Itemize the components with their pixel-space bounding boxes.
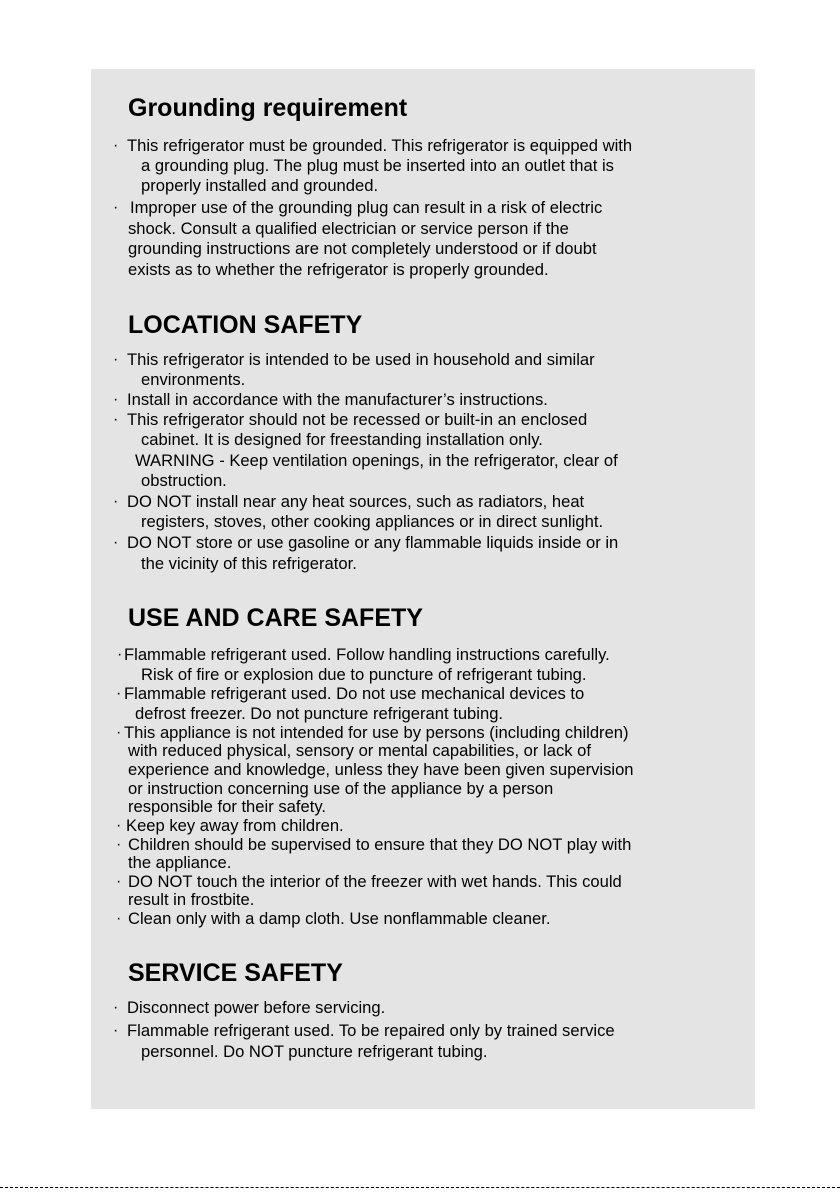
service-line-3: personnel. Do NOT puncture refrigerant tubing.: [141, 1042, 488, 1061]
bullet: ·: [113, 534, 119, 551]
use-care-line-13: DO NOT touch the interior of the freezer with wet hands. This could: [128, 872, 622, 891]
use-care-line-3: Flammable refrigerant used. Do not use mechanical devices to: [124, 684, 585, 703]
use-care-line-10: Keep key away from children.: [126, 816, 344, 835]
location-line-8: DO NOT install near any heat sources, such as radiators, heat: [127, 492, 585, 511]
bullet: ·: [116, 724, 122, 741]
bullet: ·: [113, 1022, 119, 1039]
grounding-line-7: exists as to whether the refrigerator is properly grounded.: [128, 260, 549, 279]
bullet: ·: [117, 646, 123, 663]
bullet: ·: [116, 836, 122, 853]
use-care-line-1: Flammable refrigerant used. Follow handling instructions carefully.: [124, 645, 610, 664]
grounding-line-3: properly installed and grounded.: [141, 176, 379, 195]
location-line-2: environments.: [141, 370, 246, 389]
use-care-line-5: This appliance is not intended for use by persons (including children): [124, 723, 629, 742]
bullet: ·: [116, 873, 122, 890]
bullet: ·: [113, 411, 119, 428]
location-line-5: cabinet. It is designed for freestanding installation only.: [141, 430, 543, 449]
location-line-9: registers, stoves, other cooking appliances or in direct sunlight.: [141, 512, 604, 531]
use-care-line-4: defrost freezer. Do not puncture refrigerant tubing.: [135, 704, 504, 723]
location-line-1: This refrigerator is intended to be used in household and similar: [127, 350, 595, 369]
grounding-line-1: This refrigerator must be grounded. This refrigerator is equipped with: [127, 136, 633, 155]
location-line-11: the vicinity of this refrigerator.: [141, 554, 357, 573]
bullet: ·: [116, 685, 122, 702]
service-line-2: Flammable refrigerant used. To be repaired only by trained service: [127, 1021, 615, 1040]
location-line-7: obstruction.: [141, 471, 227, 490]
grounding-line-6: grounding instructions are not completely understood or if doubt: [128, 239, 597, 258]
page-cut-line: [0, 1187, 840, 1188]
bullet: ·: [113, 391, 119, 408]
location-line-10: DO NOT store or use gasoline or any flammable liquids inside or in: [127, 533, 619, 552]
bullet: ·: [116, 910, 122, 927]
bullet: ·: [113, 137, 119, 154]
service-line-1: Disconnect power before servicing.: [127, 998, 386, 1017]
bullet: ·: [113, 351, 119, 368]
use-care-line-8: or instruction concerning use of the appliance by a person: [128, 779, 554, 798]
grounding-line-4: Improper use of the grounding plug can result in a risk of electric: [130, 198, 603, 217]
use-care-line-2: Risk of fire or explosion due to puncture of refrigerant tubing.: [141, 665, 587, 684]
use-care-line-6: with reduced physical, sensory or mental capabilities, or lack of: [128, 741, 591, 760]
location-line-3: Install in accordance with the manufacturer’s instructions.: [127, 390, 548, 409]
bullet: ·: [113, 493, 119, 510]
section-title-grounding: Grounding requirement: [128, 94, 408, 122]
section-title-location: LOCATION SAFETY: [128, 311, 363, 339]
bullet: ·: [113, 199, 119, 216]
grounding-line-5: shock. Consult a qualified electrician or service person if the: [128, 219, 569, 238]
location-line-4: This refrigerator should not be recessed or built-in an enclosed: [127, 410, 588, 429]
use-care-line-14: result in frostbite.: [128, 890, 255, 909]
use-care-line-15: Clean only with a damp cloth. Use nonflammable cleaner.: [128, 909, 551, 928]
bullet: ·: [113, 999, 119, 1016]
use-care-line-11: Children should be supervised to ensure that they DO NOT play with: [128, 835, 632, 854]
section-title-use-care: USE AND CARE SAFETY: [128, 604, 423, 632]
grounding-line-2: a grounding plug. The plug must be inserted into an outlet that is: [141, 156, 614, 175]
bullet: ·: [116, 817, 122, 834]
use-care-line-7: experience and knowledge, unless they have been given supervision: [128, 760, 634, 779]
section-title-service: SERVICE SAFETY: [128, 959, 343, 987]
use-care-line-12: the appliance.: [128, 853, 232, 872]
use-care-line-9: responsible for their safety.: [128, 797, 326, 816]
location-line-6: WARNING - Keep ventilation openings, in the refrigerator, clear of: [135, 451, 618, 470]
